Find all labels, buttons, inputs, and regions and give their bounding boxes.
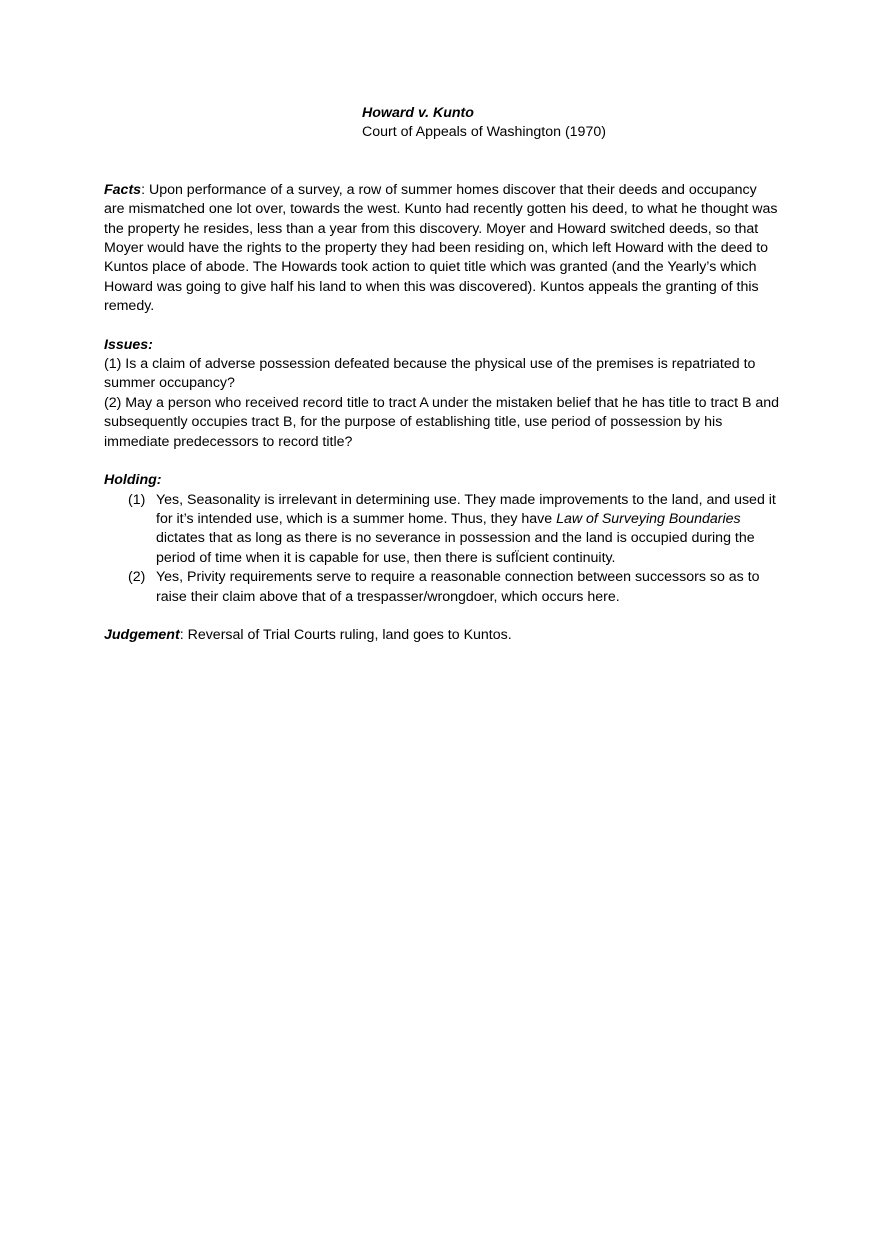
- holding-item-1-text-before: Yes, Seasonality is irrelevant in determining use. They made improvements to the land, and used it for it’s intended use, which is a summer home. Thus, they have: [156, 491, 776, 527]
- holding-list: [104, 491, 780, 607]
- facts-text: : Upon performance of a survey, a row of summer homes discover that their deeds and occupancy are mismatched one lot over, towards the west. Kunto had recently gotten his deed, to what he thought was the property he resides, less than a year from this discovery. Moyer and Howard switched deeds, so that Moyer would have the rights to the property they had been residing on, which left Howard with the deed to Kuntos place of abode. The Howards took action to quiet title which was granted (and the Yearly’s which Howard was going to give half his land to when this was discovered). Kuntos appeals the granting of this remedy.: [104, 181, 778, 315]
- spacer: [104, 452, 780, 471]
- holding-item-1: [104, 491, 780, 569]
- facts-paragraph: [104, 181, 780, 317]
- case-header: [362, 104, 780, 143]
- holding-item-number: (2): [128, 569, 146, 586]
- facts-label: Facts: [104, 181, 142, 198]
- case-title: Howard v. Kunto: [362, 105, 474, 121]
- judgement-text: : Reversal of Trial Courts ruling, land goes to Kuntos.: [179, 626, 512, 643]
- holding-item-2: [104, 568, 780, 607]
- holding-item-1-italic-reference: Law of Surveying Boundaries: [556, 510, 741, 527]
- judgement-paragraph: [104, 626, 780, 645]
- judgement-label: Judgement: [104, 626, 180, 643]
- issue-item-2: (2) May a person who received record title to tract A under the mistaken belief that he has title to tract B and subsequently occupies tract B, for the purpose of establishing title, use period of possession by his immediate predecessors to record title?: [104, 394, 780, 450]
- spacer: [104, 143, 780, 181]
- holding-label: Holding:: [104, 472, 162, 489]
- document-body: [104, 104, 780, 645]
- holding-item-number: (1): [128, 491, 146, 508]
- holding-item-2-text: Yes, Privity requirements serve to require a reasonable connection between successors so as to raise their claim above that of a trespasser/wrongdoer, which occurs here.: [156, 569, 760, 605]
- court-name: Court of Appeals of Washington (1970): [362, 124, 606, 141]
- issues-label: Issues:: [104, 336, 153, 353]
- issue-item-1: (1) Is a claim of adverse possession defeated because the physical use of the premises is repatriated to summer occupancy?: [104, 356, 756, 392]
- holding-item-1-text-after: dictates that as long as there is no severance in possession and the land is occupied during the period of time when it is capable for use, then there is sufÏcient continuity.: [156, 530, 755, 566]
- spacer: [104, 317, 780, 336]
- spacer: [104, 607, 780, 626]
